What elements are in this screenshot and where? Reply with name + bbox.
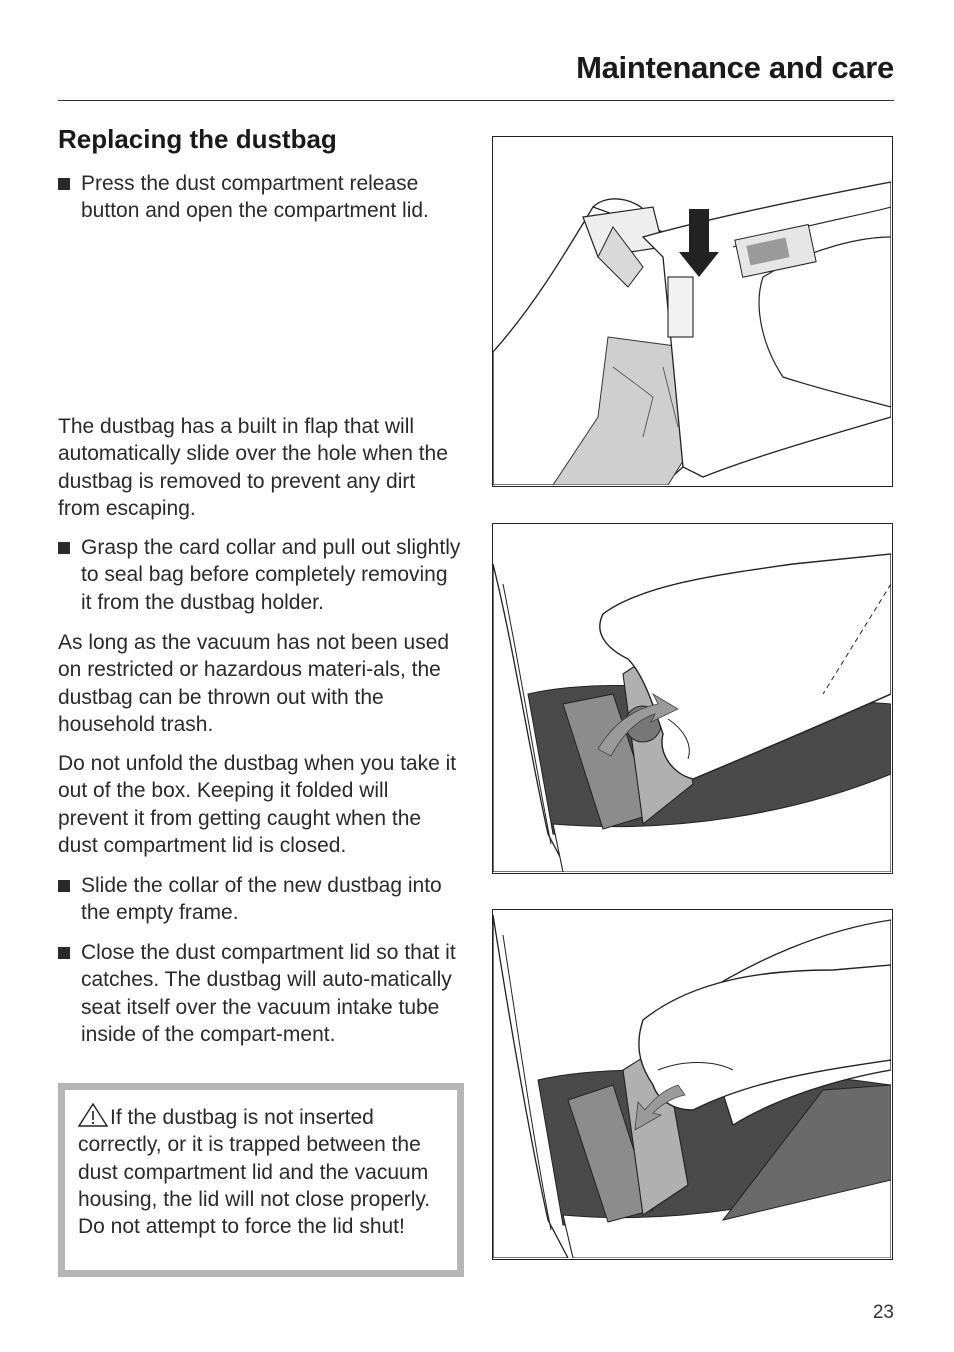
step-2 <box>58 534 462 616</box>
step-3 <box>58 872 462 927</box>
step-3-text: Slide the collar of the new dustbag into the empty frame. <box>81 874 442 925</box>
warning-text: If the dustbag is not inserted correctly, or it is trapped between the dust compartment lid and the vacuum housing, the lid will not close properly. <box>78 1106 431 1211</box>
bullet-square-icon <box>58 947 70 959</box>
step-4-text: Close the dust compartment lid so that it catches. The dustbag will auto-matically seat itself over the vacuum intake tube inside of the compart-ment. <box>81 941 456 1046</box>
bullet-square-icon <box>58 880 70 892</box>
warning-triangle-icon <box>78 1103 108 1127</box>
page-header-title: Maintenance and care <box>576 50 894 85</box>
bullet-square-icon <box>58 542 70 554</box>
figure-insert-bag <box>492 909 893 1260</box>
page-number: 23 <box>872 1302 894 1323</box>
warning-text-force: Do not attempt to force the lid shut! <box>78 1215 405 1239</box>
figure-open-lid <box>492 136 893 487</box>
paragraph-flap: The dustbag has a built in flap that will automatically slide over the hole when the dustbag is removed to prevent any dirt from escaping. <box>58 415 448 520</box>
warning-box <box>58 1083 464 1277</box>
header-rule <box>58 100 894 101</box>
paragraph-unfold: Do not unfold the dustbag when you take it out of the box. Keeping it folded will prevent it from getting caught when the dust compartment lid is closed. <box>58 752 457 857</box>
paragraph-disposal: As long as the vacuum has not been used on restricted or hazardous materi-als, the dustbag can be thrown out with the household trash. <box>58 631 450 736</box>
figure-remove-bag <box>492 523 893 874</box>
bullet-square-icon <box>58 178 70 190</box>
step-4 <box>58 939 462 1048</box>
step-2-text: Grasp the card collar and pull out slightly to seal bag before completely removing it from the dustbag holder. <box>81 536 461 614</box>
step-1 <box>58 170 462 225</box>
step-1-text: Press the dust compartment release button and open the compartment lid. <box>81 172 429 223</box>
section-title: Replacing the dustbag <box>58 124 337 154</box>
